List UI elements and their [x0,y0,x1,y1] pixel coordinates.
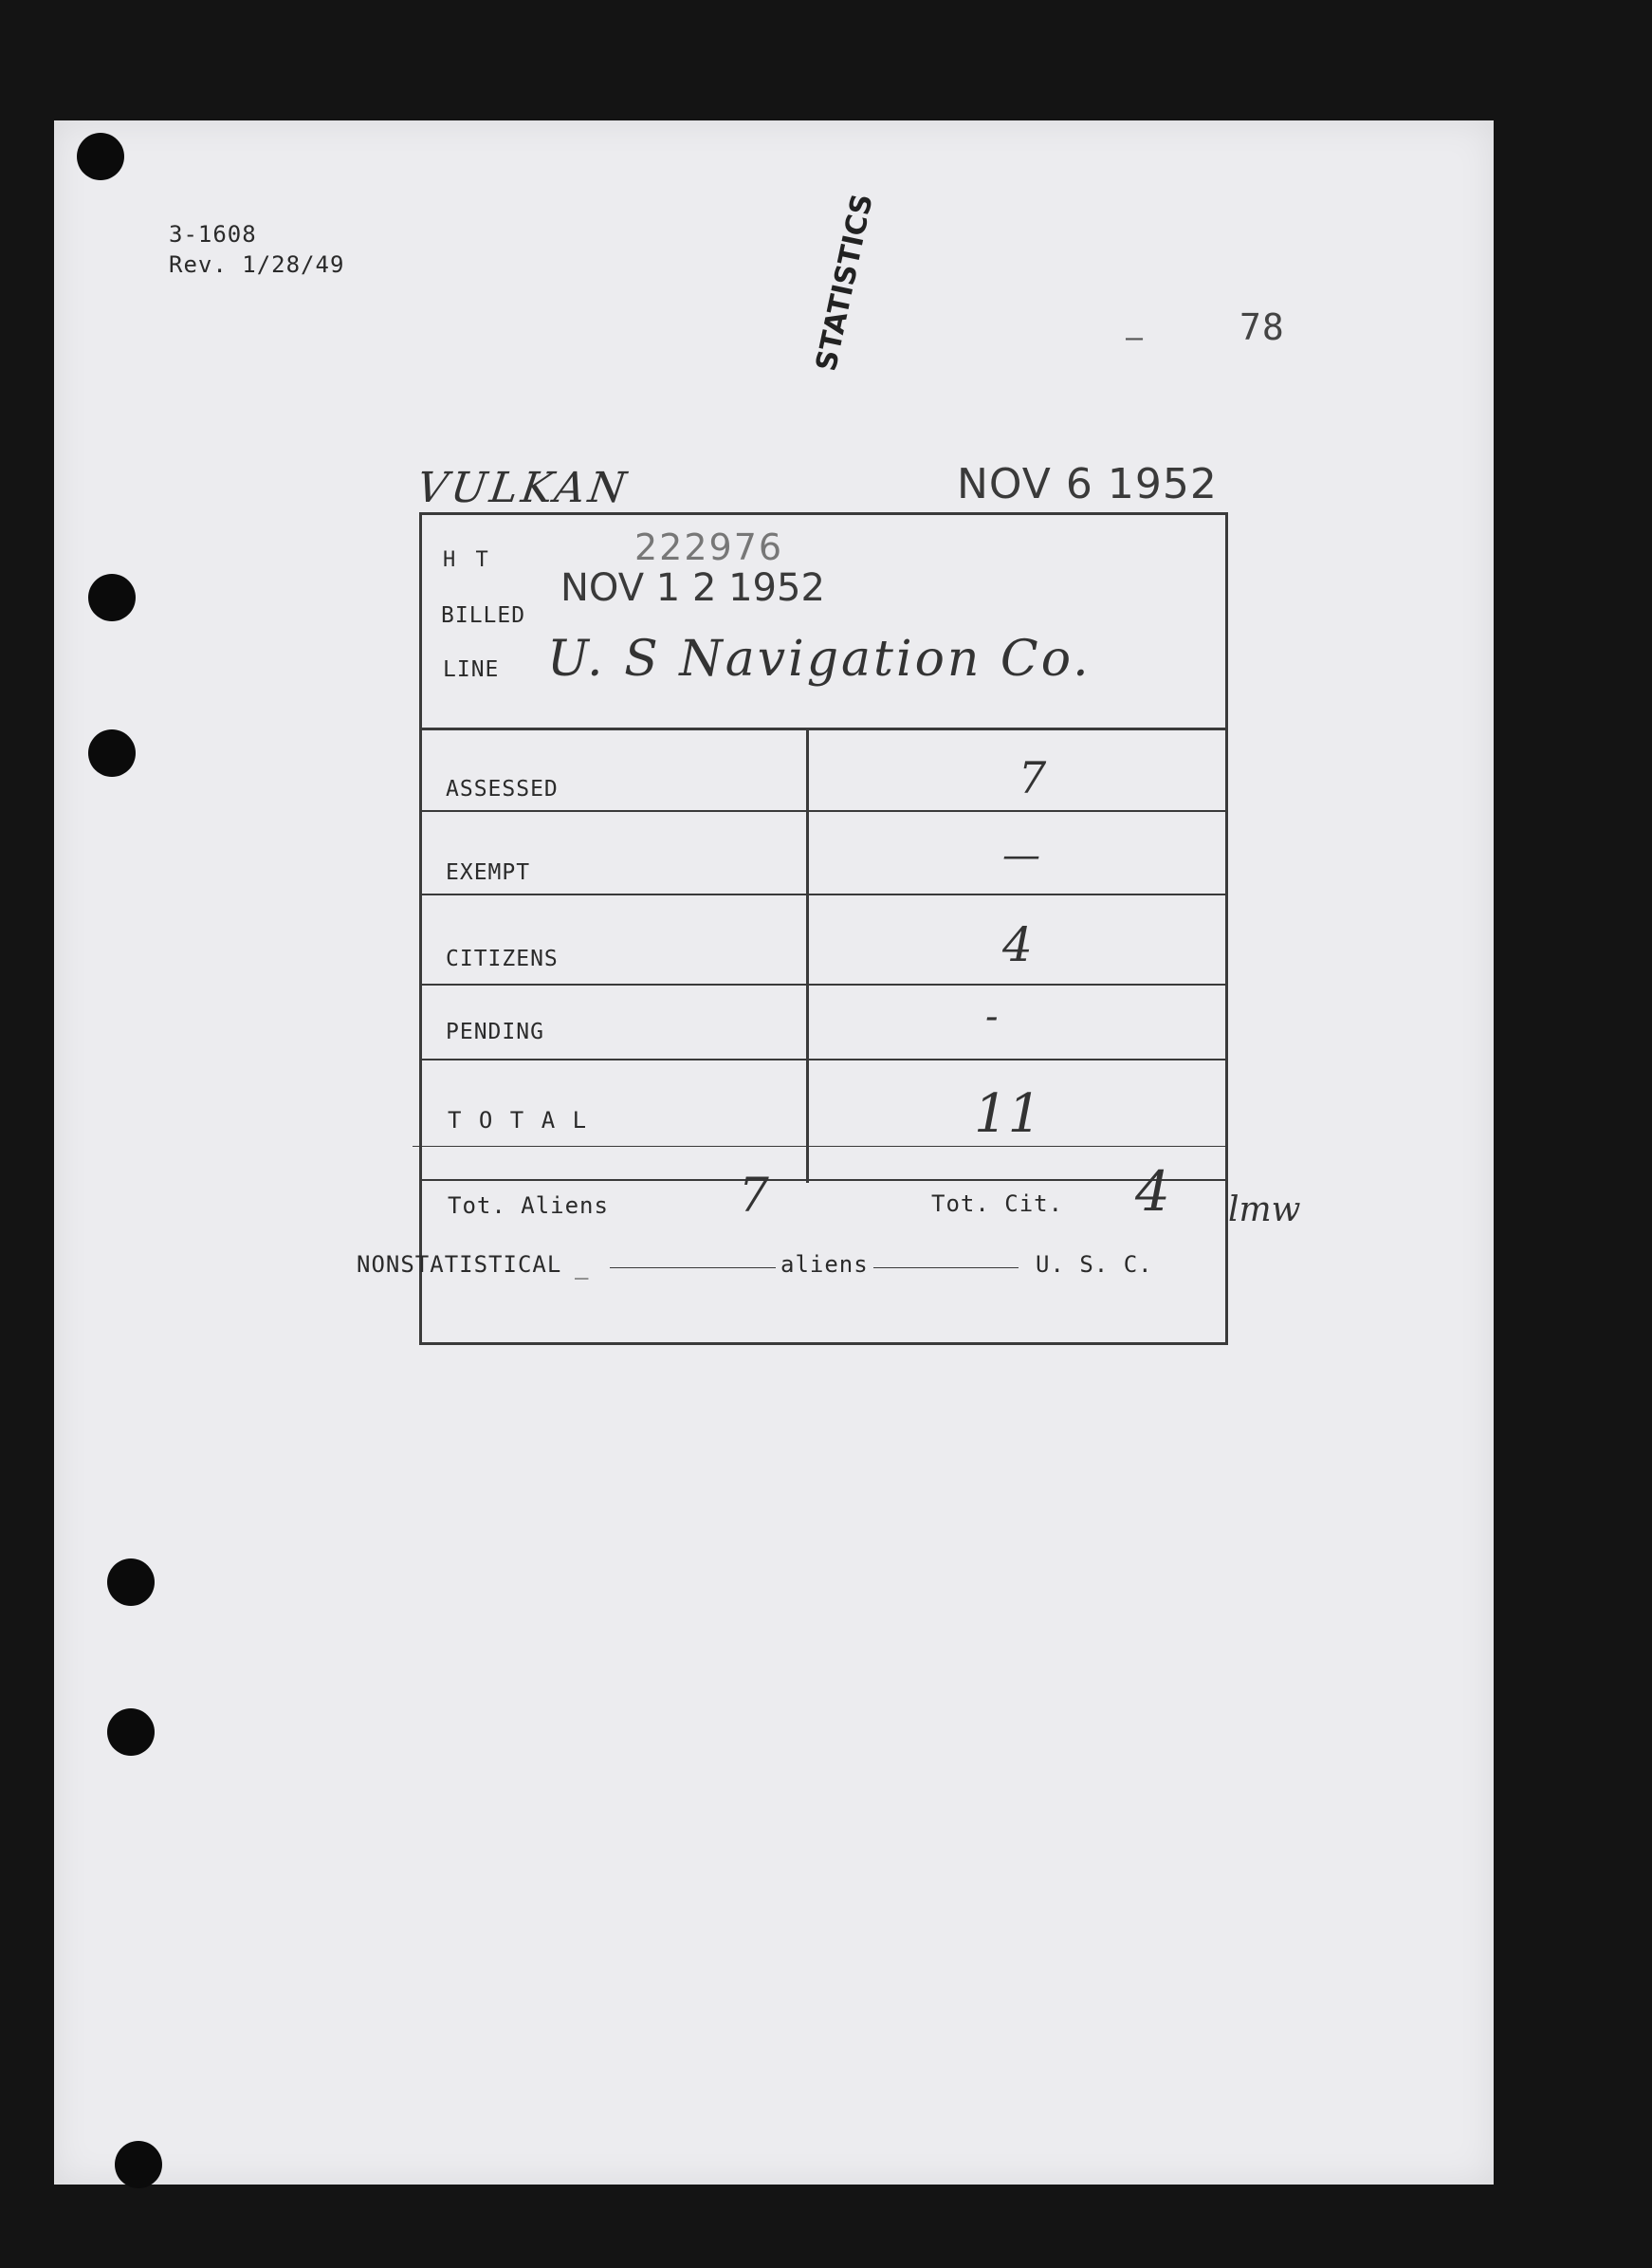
punch-hole [115,2141,162,2188]
line-label: LINE [443,657,500,682]
form-revision: Rev. 1/28/49 [169,251,345,278]
initials: lmw [1228,1190,1301,1229]
row-value-assessed: 7 [1019,752,1047,803]
nonstatistical-aliens: aliens [780,1251,869,1278]
row-value-citizens: 4 [1002,917,1033,972]
punch-hole [88,574,136,621]
tot-aliens-label: Tot. Aliens [448,1192,609,1219]
table-border-left [419,512,422,1345]
date-stamp: NOV 6 1952 [957,460,1218,508]
row-label-exempt: EXEMPT [446,860,531,885]
vessel-name: VULKAN [413,464,633,512]
total-label: T O T A L [448,1107,589,1134]
row-divider [419,894,1225,895]
row-label-pending: PENDING [446,1020,544,1044]
aliens-blank [610,1267,776,1268]
row-value-pending: - [985,995,999,1039]
total-value: 11 [974,1083,1042,1145]
document-page [54,120,1494,2185]
row-value-exempt: — [1002,834,1040,877]
nonstatistical-label: NONSTATISTICAL [357,1251,562,1278]
column-divider [806,728,809,1183]
ht-number: 222976 [634,526,784,568]
punch-hole [88,729,136,777]
table-border-bottom [419,1342,1225,1345]
row-label-assessed: ASSESSED [446,777,559,802]
billed-label: BILLED [441,603,526,628]
usc-blank [873,1267,1019,1268]
row-divider [413,1146,1225,1147]
punch-hole [107,1558,155,1606]
tot-cit-value: 4 [1135,1159,1170,1224]
tot-aliens-value: 7 [739,1168,769,1223]
row-divider [419,810,1225,812]
form-number: 3-1608 [169,221,257,248]
punch-hole [107,1708,155,1756]
statistics-stamp: STATISTICS [810,191,880,375]
billed-date: NOV 1 2 1952 [560,566,825,610]
punch-hole [77,133,124,180]
row-divider [419,1059,1225,1060]
table-border-top [419,512,1225,515]
ht-label: H T [443,548,492,572]
header-divider [419,728,1225,730]
page-number: 78 [1239,306,1285,348]
nonstatistical-blank: _ [575,1253,590,1280]
row-divider [419,984,1225,986]
row-label-citizens: CITIZENS [446,947,559,971]
tot-cit-label: Tot. Cit. [931,1190,1064,1217]
top-dash: — [1126,322,1145,355]
line-value: U. S Navigation Co. [547,631,1092,688]
row-divider [419,1179,1225,1181]
nonstatistical-usc: U. S. C. [1036,1251,1153,1278]
